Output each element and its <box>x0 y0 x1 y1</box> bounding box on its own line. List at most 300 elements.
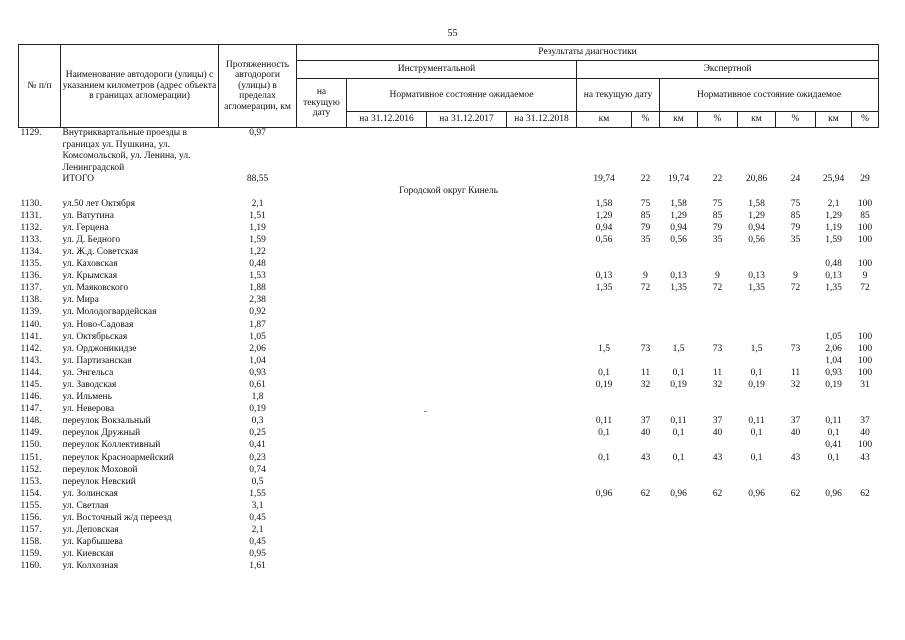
expert-value <box>852 404 879 416</box>
header-pct: % <box>776 112 816 128</box>
expert-value: 43 <box>790 452 801 463</box>
instr-cell <box>427 271 507 283</box>
expert-value: 0,1 <box>827 452 840 463</box>
expert-value: 1,04 <box>825 355 842 366</box>
row-length: 0,93 <box>249 367 266 378</box>
instr-cell <box>427 368 507 380</box>
instr-cell <box>297 283 347 295</box>
expert-value: 0,1 <box>598 367 610 378</box>
expert-value: 1,58 <box>595 198 613 209</box>
expert-value <box>852 549 879 561</box>
row-number: 1151. <box>20 452 42 463</box>
expert-value <box>816 477 852 489</box>
expert-value: 100 <box>857 259 873 270</box>
row-length: 0,41 <box>249 440 266 451</box>
expert-value <box>660 307 698 319</box>
expert-value <box>660 537 698 549</box>
expert-value <box>698 295 738 307</box>
row-length: 1,88 <box>249 283 266 294</box>
expert-value: 32 <box>640 379 651 390</box>
instr-cell <box>507 356 577 368</box>
expert-value: 72 <box>712 283 723 294</box>
row-length: 2,1 <box>251 198 264 209</box>
row-name: ул. Деповская <box>62 525 119 536</box>
instr-cell <box>297 404 347 416</box>
expert-value: 0,56 <box>748 234 765 245</box>
instr-cell <box>427 465 507 477</box>
table-row <box>19 332 879 344</box>
instr-cell <box>507 247 577 259</box>
expert-value: 0,96 <box>825 488 842 499</box>
row-name: ул. Герцена <box>62 222 109 233</box>
row-number: 1141. <box>20 331 42 342</box>
instr-cell <box>347 235 427 247</box>
expert-value <box>776 465 816 477</box>
expert-value <box>632 392 660 404</box>
table-row <box>19 356 879 368</box>
expert-value <box>852 247 879 259</box>
header-pct: % <box>852 112 879 128</box>
expert-value <box>660 549 698 561</box>
expert-value <box>577 513 632 525</box>
expert-value <box>852 392 879 404</box>
expert-value <box>660 320 698 332</box>
instr-cell <box>347 392 427 404</box>
expert-value: 1,35 <box>748 283 765 294</box>
row-length: 0,61 <box>249 379 266 390</box>
row-length: 0,5 <box>251 476 264 487</box>
expert-value <box>632 332 660 344</box>
expert-value <box>738 307 776 319</box>
row-name: ул. Киевская <box>62 549 114 560</box>
row-number: 1150. <box>20 440 42 451</box>
expert-value <box>738 392 776 404</box>
instr-cell <box>507 440 577 452</box>
expert-value: 62 <box>790 488 801 499</box>
expert-value: 100 <box>857 331 873 342</box>
row-length: 1,8 <box>251 392 264 403</box>
row-number: 1138. <box>20 295 42 306</box>
total-value: 20,86 <box>745 174 768 185</box>
expert-value <box>852 537 879 549</box>
table-row <box>19 283 879 295</box>
row-name: ул. Д. Бедного <box>62 234 121 245</box>
expert-value <box>776 537 816 549</box>
expert-value: 0,19 <box>670 379 687 390</box>
expert-value: 73 <box>712 343 723 354</box>
instr-cell <box>297 537 347 549</box>
expert-value: 79 <box>712 222 723 233</box>
expert-value: 1,5 <box>672 343 685 354</box>
expert-value: 62 <box>712 488 723 499</box>
expert-value: 1,29 <box>595 210 613 221</box>
expert-value: 100 <box>857 355 873 366</box>
expert-value <box>660 525 698 537</box>
instr-cell <box>427 259 507 271</box>
row-length: 0,48 <box>249 259 266 270</box>
expert-value: 37 <box>640 416 651 427</box>
row-number: 1153. <box>20 476 42 487</box>
expert-value: 37 <box>712 416 723 427</box>
expert-value <box>660 356 698 368</box>
row-name: ул. Мира <box>62 295 99 306</box>
row-number: 1156. <box>20 513 42 523</box>
row-length: 1,22 <box>249 246 266 257</box>
expert-value: 0,1 <box>598 428 610 439</box>
expert-value: 40 <box>640 428 651 439</box>
expert-value <box>816 392 852 404</box>
table-row <box>19 453 879 465</box>
expert-value: 1,35 <box>595 283 613 294</box>
instr-cell <box>427 307 507 319</box>
expert-value <box>632 440 660 452</box>
expert-value: 35 <box>790 234 801 245</box>
expert-value <box>776 332 816 344</box>
expert-value: 0,11 <box>595 416 613 427</box>
instr-cell <box>507 283 577 295</box>
instr-cell <box>347 489 427 501</box>
expert-value: 72 <box>790 283 801 294</box>
row-number: 1143. <box>20 355 42 366</box>
expert-value <box>698 525 738 537</box>
total-row <box>19 174 879 186</box>
row-name: ул. Ново-Садовая <box>62 319 134 330</box>
expert-value <box>660 501 698 513</box>
expert-value <box>776 477 816 489</box>
expert-value <box>577 537 632 549</box>
expert-value: 0,56 <box>595 234 613 245</box>
table-row <box>19 440 879 452</box>
row-name: ул. Колхозная <box>62 561 119 572</box>
row-length: 1,55 <box>249 488 266 499</box>
expert-value: 11 <box>640 367 651 378</box>
table-row <box>19 404 879 416</box>
instr-cell <box>507 199 577 211</box>
header-instr-current: на текущую дату <box>297 79 347 128</box>
table-row <box>19 513 879 525</box>
expert-value: 0,1 <box>750 452 763 463</box>
expert-value: 85 <box>860 210 870 221</box>
row-length: 2,38 <box>249 295 266 306</box>
expert-value: 35 <box>712 234 723 245</box>
row-name: ул. Заводская <box>62 379 117 390</box>
expert-value <box>698 513 738 525</box>
instr-cell <box>507 525 577 537</box>
table-row <box>19 525 879 537</box>
row-length: 1,53 <box>249 271 266 282</box>
instr-cell <box>427 525 507 537</box>
instr-cell <box>427 320 507 332</box>
expert-value <box>632 501 660 513</box>
instr-cell <box>507 235 577 247</box>
row-name: переулок Дружный <box>62 428 141 439</box>
expert-value <box>632 537 660 549</box>
expert-value <box>577 332 632 344</box>
expert-value: 11 <box>712 367 723 378</box>
expert-value <box>776 320 816 332</box>
expert-value <box>816 549 852 561</box>
expert-value <box>852 477 879 489</box>
row-number: 1132. <box>20 222 42 233</box>
expert-value <box>577 501 632 513</box>
row-length: 2,1 <box>251 525 264 536</box>
expert-value <box>852 307 879 319</box>
row-name: ул. Карбышева <box>62 537 123 548</box>
expert-value: 0,19 <box>825 379 842 390</box>
header-km: км <box>577 112 632 128</box>
expert-value <box>632 465 660 477</box>
expert-value: 0,1 <box>598 452 610 463</box>
instr-cell <box>297 259 347 271</box>
row-number: 1159. <box>20 549 42 560</box>
instr-cell <box>507 477 577 489</box>
row-name: ул.50 лет Октября <box>62 198 136 209</box>
expert-value: 0,13 <box>670 271 687 282</box>
header-pct: % <box>632 112 660 128</box>
instr-cell <box>507 380 577 392</box>
instr-cell <box>427 501 507 513</box>
instr-cell <box>347 404 427 416</box>
expert-value <box>632 295 660 307</box>
expert-value <box>776 392 816 404</box>
instr-cell <box>507 513 577 525</box>
expert-value <box>698 259 738 271</box>
instr-cell <box>297 549 347 561</box>
expert-value <box>632 307 660 319</box>
row-name: ул. Светлая <box>62 500 109 511</box>
instr-cell <box>427 283 507 295</box>
instr-cell <box>347 477 427 489</box>
table-row <box>19 295 879 307</box>
header-instr-2016: на 31.12.2016 <box>347 112 427 128</box>
table-row <box>19 489 879 501</box>
expert-value: 2,1 <box>827 198 840 209</box>
instr-cell <box>507 271 577 283</box>
instr-cell <box>507 428 577 440</box>
expert-value: 100 <box>857 198 873 209</box>
expert-value: 73 <box>640 343 651 354</box>
expert-value <box>577 247 632 259</box>
expert-value: 100 <box>857 440 873 451</box>
instr-cell <box>507 320 577 332</box>
total-value: 25,94 <box>822 174 845 185</box>
expert-value: 0,96 <box>748 488 765 499</box>
instr-cell <box>297 295 347 307</box>
row-number: 1137. <box>20 283 42 294</box>
row-name: ул. Неверова <box>62 404 115 415</box>
total-value: 22 <box>712 174 723 185</box>
expert-value <box>660 295 698 307</box>
row-number: 1139. <box>20 307 42 318</box>
instr-cell <box>297 453 347 465</box>
instr-cell <box>427 537 507 549</box>
row-name: ул. Молодогвардейская <box>62 307 157 318</box>
table-row <box>19 199 879 211</box>
instr-cell <box>347 561 427 573</box>
expert-value <box>660 465 698 477</box>
expert-value <box>698 501 738 513</box>
expert-value <box>577 561 632 573</box>
expert-value <box>738 440 776 452</box>
row-length: 0,3 <box>251 416 264 427</box>
expert-value: 0,93 <box>825 367 842 378</box>
expert-value: 1,29 <box>670 210 687 221</box>
expert-value <box>738 295 776 307</box>
instr-cell <box>427 247 507 259</box>
row-number: 1134. <box>20 246 42 257</box>
row-number: 1135. <box>20 259 42 270</box>
expert-value <box>632 404 660 416</box>
instr-cell <box>427 344 507 356</box>
expert-value <box>660 477 698 489</box>
expert-value: 40 <box>712 428 723 439</box>
instr-cell <box>297 356 347 368</box>
expert-value <box>632 259 660 271</box>
expert-value <box>632 320 660 332</box>
expert-value <box>852 501 879 513</box>
expert-value <box>698 440 738 452</box>
instr-cell <box>347 344 427 356</box>
expert-value <box>776 501 816 513</box>
expert-value <box>816 247 852 259</box>
expert-value: 0,1 <box>827 428 840 439</box>
expert-value: 85 <box>712 210 723 221</box>
instr-cell <box>427 380 507 392</box>
expert-value <box>816 465 852 477</box>
instr-cell <box>347 307 427 319</box>
instr-cell <box>507 307 577 319</box>
expert-value: 0,1 <box>672 452 685 463</box>
header-instr-normative: Нормативное состояние ожидаемое <box>347 79 577 112</box>
instr-cell <box>427 513 507 525</box>
instr-cell <box>297 344 347 356</box>
expert-value <box>776 561 816 573</box>
row-name: переулок Коллективный <box>62 440 161 451</box>
expert-value <box>632 477 660 489</box>
row-number: 1130. <box>20 198 42 209</box>
row-name: ул. Ильмень <box>62 392 112 403</box>
instr-cell <box>297 501 347 513</box>
row-number: 1144. <box>20 367 42 378</box>
row-name: переулок Красноармейский <box>62 452 174 463</box>
instr-cell <box>297 489 347 501</box>
expert-value: 0,1 <box>750 428 763 439</box>
instr-cell <box>347 428 427 440</box>
header-name: Наименование автодороги (улицы) с указанием километров (адрес объекта в границах агломерации) <box>61 45 219 128</box>
instr-cell <box>297 392 347 404</box>
instr-cell <box>297 477 347 489</box>
row-number: 1148. <box>20 416 42 427</box>
expert-value: 37 <box>860 416 870 427</box>
expert-value <box>660 561 698 573</box>
table-row <box>19 537 879 549</box>
expert-value <box>577 440 632 452</box>
expert-value <box>852 320 879 332</box>
expert-value: 0,13 <box>748 271 765 282</box>
expert-value: 72 <box>860 283 870 294</box>
instr-cell <box>297 561 347 573</box>
row-name: переулок Моховой <box>62 464 138 475</box>
expert-value: 0,1 <box>750 367 763 378</box>
instr-cell <box>347 259 427 271</box>
instr-cell <box>347 465 427 477</box>
row-number: 1129. <box>20 128 42 138</box>
expert-value <box>698 477 738 489</box>
instr-cell <box>427 356 507 368</box>
header-km: км <box>660 112 698 128</box>
expert-value: 35 <box>640 234 651 245</box>
expert-value: 0,11 <box>825 416 842 427</box>
expert-value <box>852 465 879 477</box>
instr-cell <box>427 392 507 404</box>
expert-value: 0,13 <box>595 271 613 282</box>
total-length: 88,55 <box>246 174 269 185</box>
instr-cell <box>297 271 347 283</box>
instr-cell <box>507 416 577 428</box>
expert-value <box>816 561 852 573</box>
instr-cell <box>347 440 427 452</box>
instr-cell <box>347 380 427 392</box>
row-name: ул. Ватутина <box>62 210 114 221</box>
expert-value <box>632 513 660 525</box>
expert-value <box>816 307 852 319</box>
instr-cell <box>297 332 347 344</box>
instr-cell <box>427 428 507 440</box>
expert-value <box>738 525 776 537</box>
instr-cell <box>507 211 577 223</box>
expert-value <box>698 465 738 477</box>
expert-value <box>698 320 738 332</box>
expert-value <box>776 525 816 537</box>
expert-value: 1,35 <box>825 283 842 294</box>
expert-value <box>577 356 632 368</box>
instr-cell <box>427 477 507 489</box>
instr-cell <box>297 440 347 452</box>
table-row <box>19 392 879 404</box>
expert-value: 0,48 <box>825 259 842 270</box>
expert-value <box>632 525 660 537</box>
instr-cell <box>347 368 427 380</box>
expert-value <box>738 465 776 477</box>
row-length: 0,19 <box>249 404 266 415</box>
expert-value: 1,5 <box>598 343 610 354</box>
expert-value: 32 <box>790 379 801 390</box>
header-results: Результаты диагностики <box>297 45 879 61</box>
table-row <box>19 416 879 428</box>
instr-cell <box>347 283 427 295</box>
table-row <box>19 320 879 332</box>
expert-value <box>660 440 698 452</box>
expert-value <box>577 404 632 416</box>
expert-value <box>816 404 852 416</box>
instr-cell <box>507 368 577 380</box>
table-body <box>19 128 879 574</box>
expert-value <box>577 549 632 561</box>
row-name: ул. Партизанская <box>62 355 132 366</box>
row-name: ул. Маяковского <box>62 283 129 294</box>
row-number: 1133. <box>20 234 42 245</box>
instr-cell <box>297 368 347 380</box>
expert-value: 0,94 <box>748 222 765 233</box>
instr-cell <box>347 332 427 344</box>
instr-cell <box>297 247 347 259</box>
instr-cell <box>507 537 577 549</box>
expert-value <box>738 549 776 561</box>
instr-cell <box>507 489 577 501</box>
expert-value: 1,29 <box>825 210 842 221</box>
expert-value <box>577 525 632 537</box>
row-length: 1,59 <box>249 234 266 245</box>
